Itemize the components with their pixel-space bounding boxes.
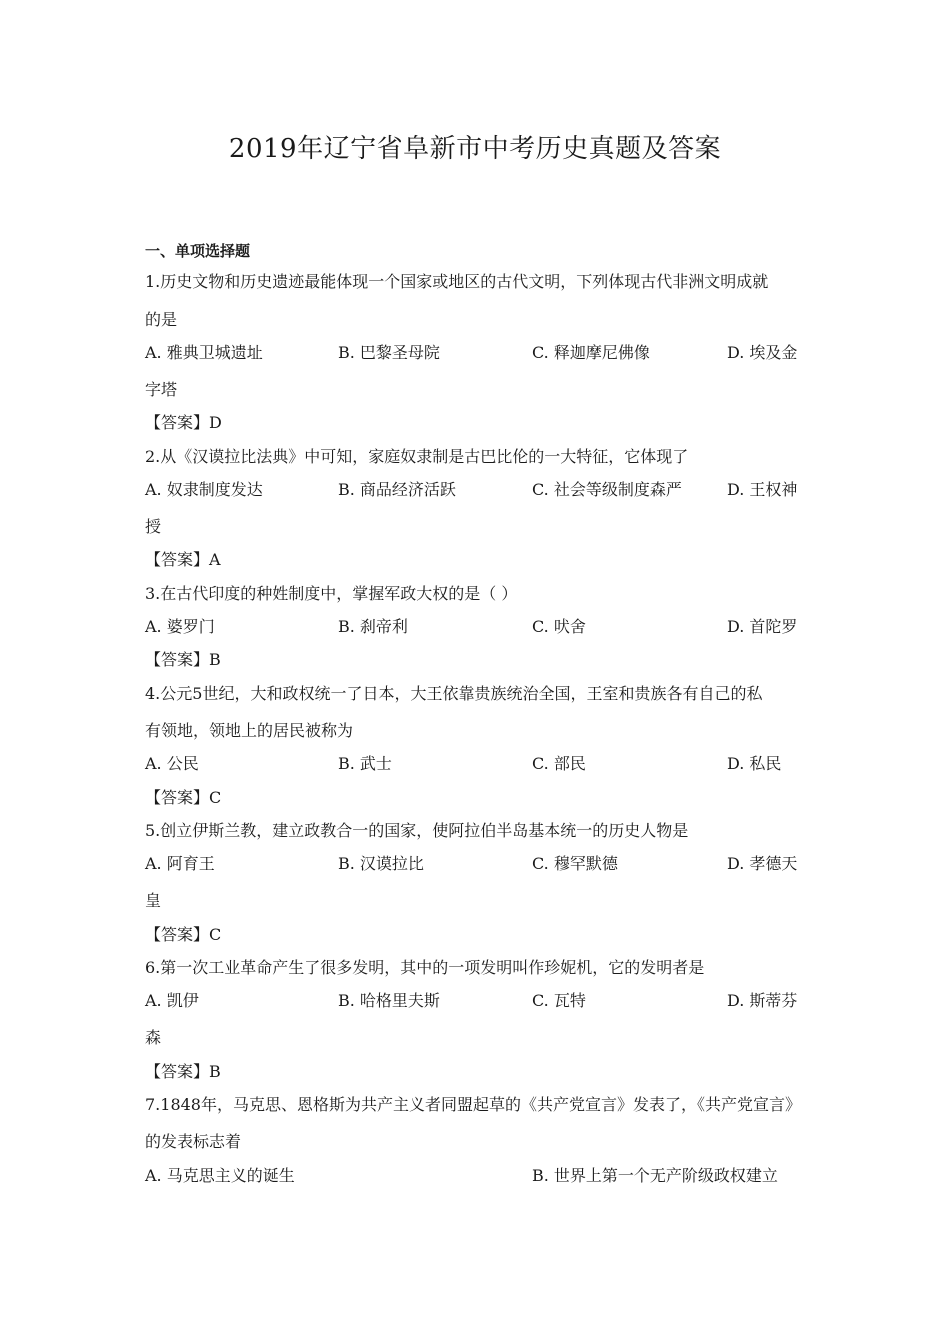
option-a: A. 阿育王	[145, 854, 215, 873]
question-2-options	[145, 480, 810, 500]
question-1-text: 1.历史文物和历史遗迹最能体现一个国家或地区的古代文明，下列体现古代非洲文明成就	[145, 272, 769, 291]
option-d-wrap: 授	[145, 517, 162, 536]
question-5-text: 5.创立伊斯兰教，建立政教合一的国家，使阿拉伯半岛基本统一的历史人物是	[145, 821, 689, 840]
question-4-text-cont: 有领地，领地上的居民被称为	[145, 721, 354, 740]
option-d: D. 埃及金	[727, 343, 798, 362]
option-a: A. 雅典卫城遗址	[145, 343, 263, 362]
option-d: D. 斯蒂芬	[727, 991, 798, 1010]
question-7-text: 7.1848年，马克思、恩格斯为共产主义者同盟起草的《共产党宣言》发表了，《共产党宣言》	[145, 1095, 801, 1114]
option-a: A. 公民	[145, 754, 199, 773]
option-a: A. 凯伊	[145, 991, 199, 1010]
option-b: B. 商品经济活跃	[338, 480, 456, 499]
question-5-answer: 【答案】C	[145, 925, 222, 944]
option-d: D. 孝德天	[727, 854, 798, 873]
option-b: B. 武士	[338, 754, 392, 773]
question-6-answer: 【答案】B	[145, 1062, 221, 1081]
question-7-text-cont: 的发表标志着	[145, 1132, 242, 1151]
question-6-options	[145, 991, 810, 1011]
option-d: D. 私民	[727, 754, 782, 773]
option-d-wrap: 字塔	[145, 380, 178, 399]
option-b: B. 哈格里夫斯	[338, 991, 440, 1010]
option-b: B. 汉谟拉比	[338, 854, 424, 873]
document-title: 2019年辽宁省阜新市中考历史真题及答案	[228, 134, 722, 164]
section-heading: 一、单项选择题	[145, 242, 251, 260]
question-4-options	[145, 754, 810, 774]
question-1-text-cont: 的是	[145, 310, 178, 329]
question-2-text: 2.从《汉谟拉比法典》中可知，家庭奴隶制是古巴比伦的一大特征，它体现了	[145, 447, 689, 466]
question-3-text: 3.在古代印度的种姓制度中，掌握军政大权的是（ ）	[145, 584, 518, 603]
option-d-wrap: 皇	[145, 891, 162, 910]
option-d: D. 首陀罗	[727, 617, 798, 636]
option-a: A. 婆罗门	[145, 617, 215, 636]
option-b: B. 巴黎圣母院	[338, 343, 440, 362]
option-c: C. 吠舍	[532, 617, 586, 636]
question-2-answer: 【答案】A	[145, 550, 221, 569]
question-1-options	[145, 343, 810, 363]
option-c: C. 部民	[532, 754, 586, 773]
option-a: A. 奴隶制度发达	[145, 480, 263, 499]
option-b: B. 世界上第一个无产阶级政权建立	[532, 1166, 778, 1185]
option-c: C. 释迦摩尼佛像	[532, 343, 650, 362]
question-7-options	[145, 1166, 810, 1186]
question-5-options	[145, 854, 810, 874]
option-c: C. 社会等级制度森严	[532, 480, 682, 499]
question-4-answer: 【答案】C	[145, 788, 222, 807]
option-d: D. 王权神	[727, 480, 798, 499]
question-1-answer: 【答案】D	[145, 413, 222, 432]
option-c: C. 穆罕默德	[532, 854, 618, 873]
option-c: C. 瓦特	[532, 991, 586, 1010]
option-d-wrap: 森	[145, 1028, 162, 1047]
question-4-text: 4.公元5世纪，大和政权统一了日本，大王依靠贵族统治全国，王室和贵族各有自己的私	[145, 684, 763, 703]
option-a: A. 马克思主义的诞生	[145, 1166, 295, 1185]
question-3-options	[145, 617, 810, 637]
option-b: B. 刹帝利	[338, 617, 408, 636]
question-6-text: 6.第一次工业革命产生了很多发明，其中的一项发明叫作珍妮机，它的发明者是	[145, 958, 705, 977]
question-3-answer: 【答案】B	[145, 650, 221, 669]
